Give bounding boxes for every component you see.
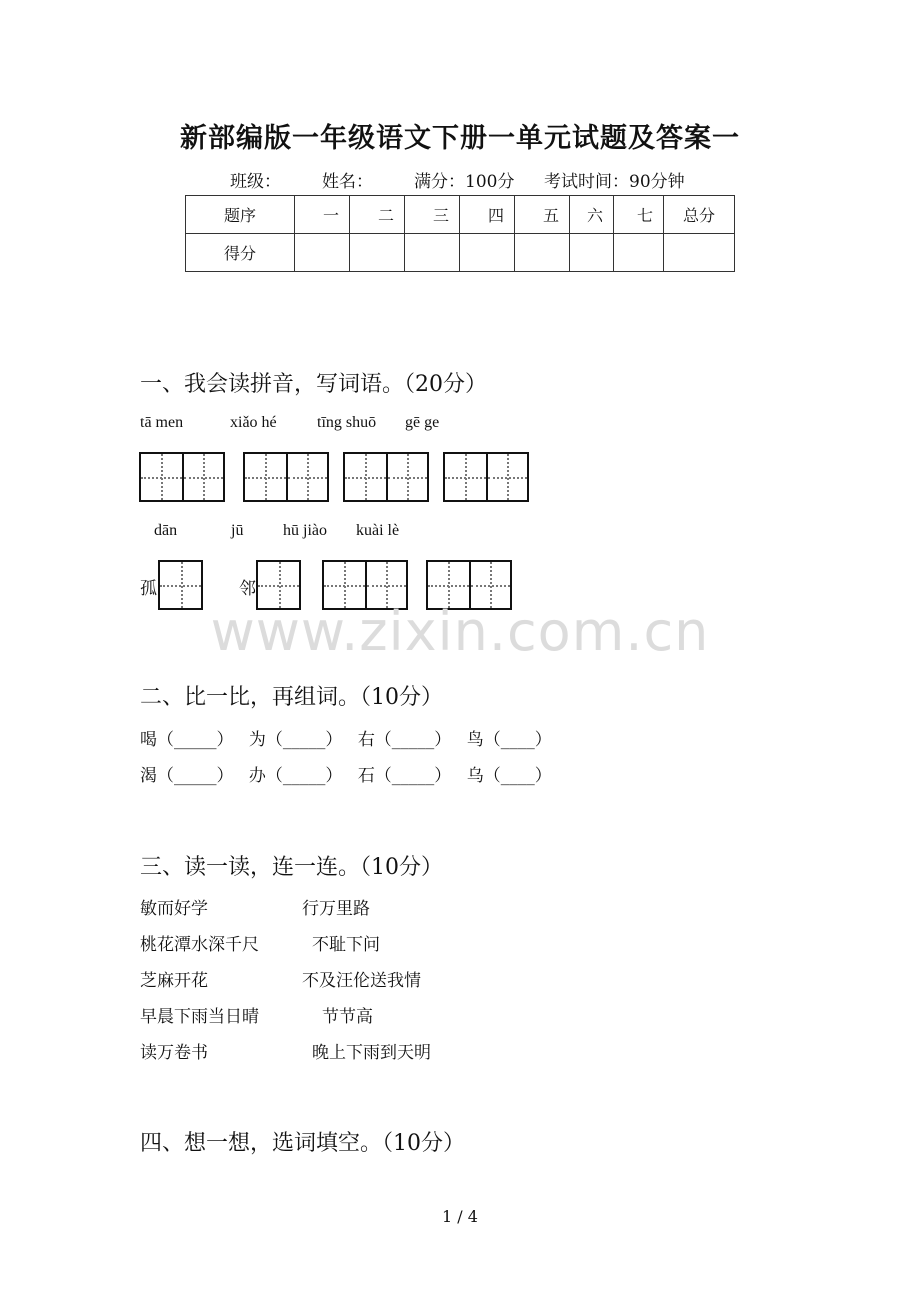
section-1-heading: 一、我会读拼音，写词语。（20分） [140,372,487,397]
table-cell: 总分 [664,196,735,234]
word-blank[interactable]: 鸟（____） [466,730,552,750]
match-left-item[interactable]: 芝麻开花 [140,971,208,991]
prefix-char: 邻 [239,579,256,599]
section-4-heading: 四、想一想，选词填空。（10分） [140,1131,465,1156]
match-left-item[interactable]: 读万卷书 [140,1043,208,1063]
pinyin-label: dān [154,522,178,539]
score-input-cell[interactable] [515,234,570,272]
compare-row [140,725,562,750]
match-left-item[interactable]: 桃花潭水深千尺 [140,935,259,955]
word-blank[interactable]: 石（_____） [357,766,452,786]
prefix-char: 孤 [140,579,157,599]
match-right-item[interactable]: 节节高 [322,1007,373,1027]
word-blank[interactable]: 为（_____） [248,730,343,750]
table-cell: 二 [350,196,405,234]
word-blank[interactable]: 乌（____） [466,766,552,786]
pinyin-label: jū [231,522,244,539]
writing-grid[interactable] [243,452,329,502]
word-blank[interactable]: 喝（_____） [140,730,234,750]
match-left-item[interactable]: 敏而好学 [140,899,208,919]
writing-grid[interactable] [139,452,225,502]
match-right-item[interactable]: 不及汪伦送我情 [302,971,421,991]
page-number: 1 / 4 [442,1207,478,1226]
table-cell: 六 [570,196,614,234]
table-cell: 一 [295,196,350,234]
table-cell: 三 [405,196,460,234]
match-right-item[interactable]: 不耻下问 [312,935,380,955]
writing-grid[interactable] [343,452,429,502]
pinyin-label: tīng shuō [317,414,377,431]
score-input-cell[interactable] [570,234,614,272]
score-table [185,195,735,272]
score-input-cell[interactable] [614,234,664,272]
match-left-item[interactable]: 早晨下雨当日晴 [140,1007,259,1027]
watermark: www.zixin.com.cn [210,600,710,663]
exam-time-label: 考试时间：90分钟 [544,172,685,192]
compare-row [140,761,562,786]
full-score-label: 满分：100分 [414,172,515,192]
match-right-item[interactable]: 行万里路 [302,899,370,919]
table-cell: 四 [460,196,515,234]
score-input-cell[interactable] [295,234,350,272]
table-cell: 题序 [186,196,295,234]
word-blank[interactable]: 右（_____） [357,730,452,750]
class-label: 班级： [230,172,281,192]
pinyin-label: hū jiào [283,522,327,539]
pinyin-label: xiǎo hé [230,414,277,431]
name-label: 姓名： [322,172,373,192]
page-title: 新部编版一年级语文下册一单元试题及答案一 [180,123,740,154]
score-input-cell[interactable] [405,234,460,272]
pinyin-label: tā men [140,414,184,431]
word-blank[interactable]: 办（_____） [248,766,343,786]
table-row [186,196,735,234]
score-input-cell[interactable] [350,234,405,272]
section-3-heading: 三、读一读，连一连。（10分） [140,855,443,880]
pinyin-label: kuài lè [356,522,400,539]
score-input-cell[interactable] [460,234,515,272]
pinyin-label: gē ge [405,414,440,431]
table-cell: 五 [515,196,570,234]
match-right-item[interactable]: 晚上下雨到天明 [312,1043,431,1063]
score-input-cell[interactable] [664,234,735,272]
writing-grid[interactable] [443,452,529,502]
table-cell: 七 [614,196,664,234]
word-blank[interactable]: 渴（_____） [140,766,234,786]
section-2-heading: 二、比一比，再组词。（10分） [140,685,443,710]
table-row [186,234,735,272]
table-cell: 得分 [186,234,295,272]
